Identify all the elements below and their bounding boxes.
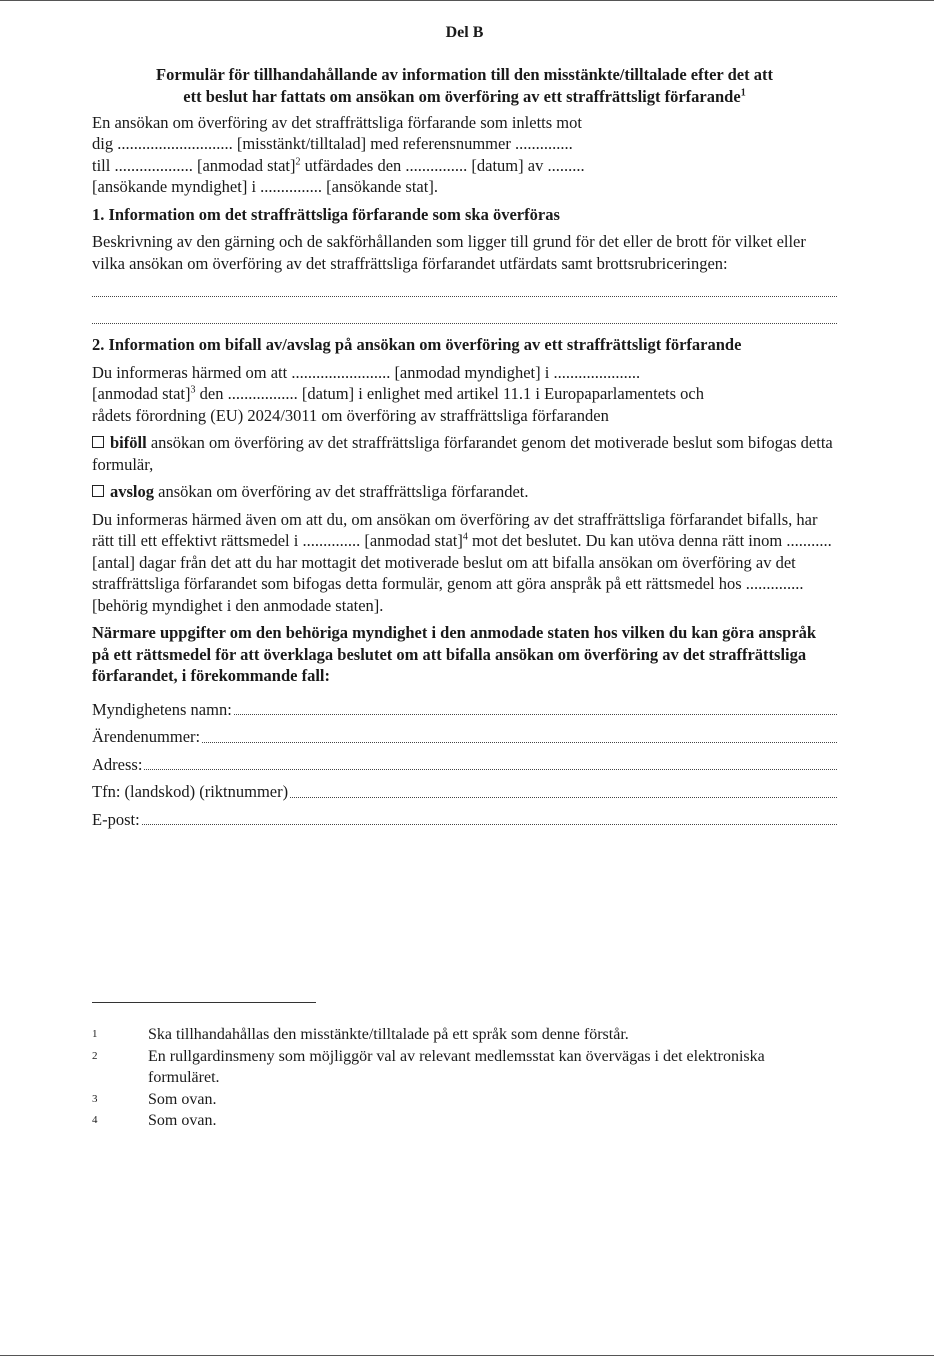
form-title-line2: ett beslut har fattats om ansökan om överföring av ett straffrättsligt förfarande xyxy=(183,86,741,106)
section2-intro xyxy=(92,362,837,427)
description-line-1[interactable] xyxy=(92,280,837,297)
address-input[interactable] xyxy=(144,769,837,770)
remedy-text-a: Du informeras härmed även om att du, om ansökan om överföring av det straffrättsliga förfarandet bifalls, har rätt till ett effektivt rättsmedel i .............. [anmodad stat] xyxy=(92,509,818,550)
intro-line3 xyxy=(92,155,837,177)
footnote-text: Ska tillhandahållas den misstänkte/tilltalade på ett språk som denne förstår. xyxy=(148,1026,629,1043)
section2-line2 xyxy=(92,383,837,405)
footnote-ref-1: 1 xyxy=(740,87,746,98)
footnote-divider xyxy=(92,1002,316,1003)
section2-heading: 2. Information om bifall av/avslag på ansökan om överföring av ett straffrättsligt förfarande xyxy=(92,335,742,354)
phone-field xyxy=(92,775,837,803)
authority-name-label: Myndighetens namn: xyxy=(92,699,232,719)
authority-name-input[interactable] xyxy=(234,714,837,715)
email-label: E-post: xyxy=(92,809,140,829)
intro-line1: En ansökan om överföring av det straffrättsliga förfarande som inletts mot xyxy=(92,112,582,132)
footnote-ref-4: 4 xyxy=(462,531,468,543)
footnote-text: En rullgardinsmeny som möjliggör val av relevant medlemsstat kan övervägas i det elektroniska formuläret. xyxy=(148,1047,765,1086)
footnote-text: Som ovan. xyxy=(148,1112,217,1129)
email-field xyxy=(92,803,837,831)
granted-label-rest: ansökan om överföring av det straffrättsliga förfarandet genom det motiverade beslut som bifogas detta formulär, xyxy=(92,433,833,474)
case-number-input[interactable] xyxy=(202,742,837,743)
footnote-number: 1 xyxy=(92,1028,98,1040)
intro-line3a: till ................... [anmodad stat] xyxy=(92,155,296,175)
intro-line2: dig ............................ [misstänkt/tilltalad] med referensnummer .............. xyxy=(92,134,573,153)
footnote-ref-2: 2 xyxy=(295,156,301,167)
footnote-number: 4 xyxy=(92,1114,98,1126)
address-field xyxy=(92,748,837,776)
remedy-text-b: mot det beslutet. Du kan utöva denna rätt inom ........... [antal] dagar från det att du har mottagit det motiverade beslut om att bifalla ansökan om överföring av det straffrättsliga förfarandet som bifogas detta formulär, genom att göra anspråk på ett rättsmedel hos .............. [behörig myndighet i den anmodade staten]. xyxy=(92,531,832,615)
rejected-label-bold: avslog xyxy=(110,482,155,501)
intro-line4: [ansökande myndighet] i ............... [ansökande stat]. xyxy=(92,177,438,196)
description-line-2[interactable] xyxy=(92,307,837,324)
footnote-number: 2 xyxy=(92,1049,98,1062)
form-title-line2-wrap xyxy=(92,86,837,108)
granted-checkbox[interactable] xyxy=(92,436,104,448)
footnotes xyxy=(92,1024,837,1132)
footnote xyxy=(92,1024,837,1046)
phone-input[interactable] xyxy=(290,797,837,798)
top-border xyxy=(0,0,934,1)
footnote-ref-3: 3 xyxy=(190,384,196,396)
option-granted xyxy=(92,432,837,475)
section1-text: Beskrivning av den gärning och de sakförhållanden som ligger till grund för det eller de brott för vilket eller vilka ansökan om överföring av det straffrättsliga förfarandet utfärdats samt brottsrubriceringen: xyxy=(92,232,806,273)
granted-label-bold: biföll xyxy=(110,433,147,452)
remedy-paragraph xyxy=(92,509,837,617)
form-page xyxy=(92,22,837,830)
case-number-field xyxy=(92,720,837,748)
section2-line1: Du informeras härmed om att ........................ [anmodad myndighet] i ..................... xyxy=(92,362,641,382)
footnote xyxy=(92,1089,837,1111)
email-input[interactable] xyxy=(142,824,837,825)
footnote xyxy=(92,1046,837,1089)
footnote xyxy=(92,1110,837,1132)
part-heading: Del B xyxy=(445,24,484,41)
form-title xyxy=(92,64,837,108)
form-title-line1: Formulär för tillhandahållande av information till den misstänkte/tilltalade efter det att xyxy=(156,64,773,84)
section2-line2a: [anmodad stat] xyxy=(92,384,191,403)
footnote-text: Som ovan. xyxy=(148,1090,217,1108)
section1-heading: 1. Information om det straffrättsliga förfarande som ska överföras xyxy=(92,204,560,224)
details-heading: Närmare uppgifter om den behöriga myndighet i den anmodade staten hos vilken du kan göra anspråk på ett rättsmedel för att överklaga beslutet om att bifalla ansökan om överföring av det straffrättsliga förfarandet, i förekommande fall: xyxy=(92,623,817,685)
footnote-number: 3 xyxy=(92,1092,98,1105)
rejected-checkbox[interactable] xyxy=(92,485,104,497)
section2-line3: rådets förordning (EU) 2024/3011 om överföring av straffrättsliga förfaranden xyxy=(92,405,609,425)
authority-name-field xyxy=(92,693,837,721)
intro-paragraph xyxy=(92,112,837,198)
section2-line2b: den ................. [datum] i enlighet med artikel 11.1 i Europaparlamentets och xyxy=(195,384,704,403)
phone-label: Tfn: (landskod) (riktnummer) xyxy=(92,782,289,801)
address-label: Adress: xyxy=(92,754,143,774)
option-rejected xyxy=(92,481,837,503)
case-number-label: Ärendenummer: xyxy=(92,727,201,746)
intro-line3b: utfärdades den ............... [datum] av ......... xyxy=(300,155,585,175)
rejected-label-rest: ansökan om överföring av det straffrättsliga förfarandet. xyxy=(154,482,529,501)
